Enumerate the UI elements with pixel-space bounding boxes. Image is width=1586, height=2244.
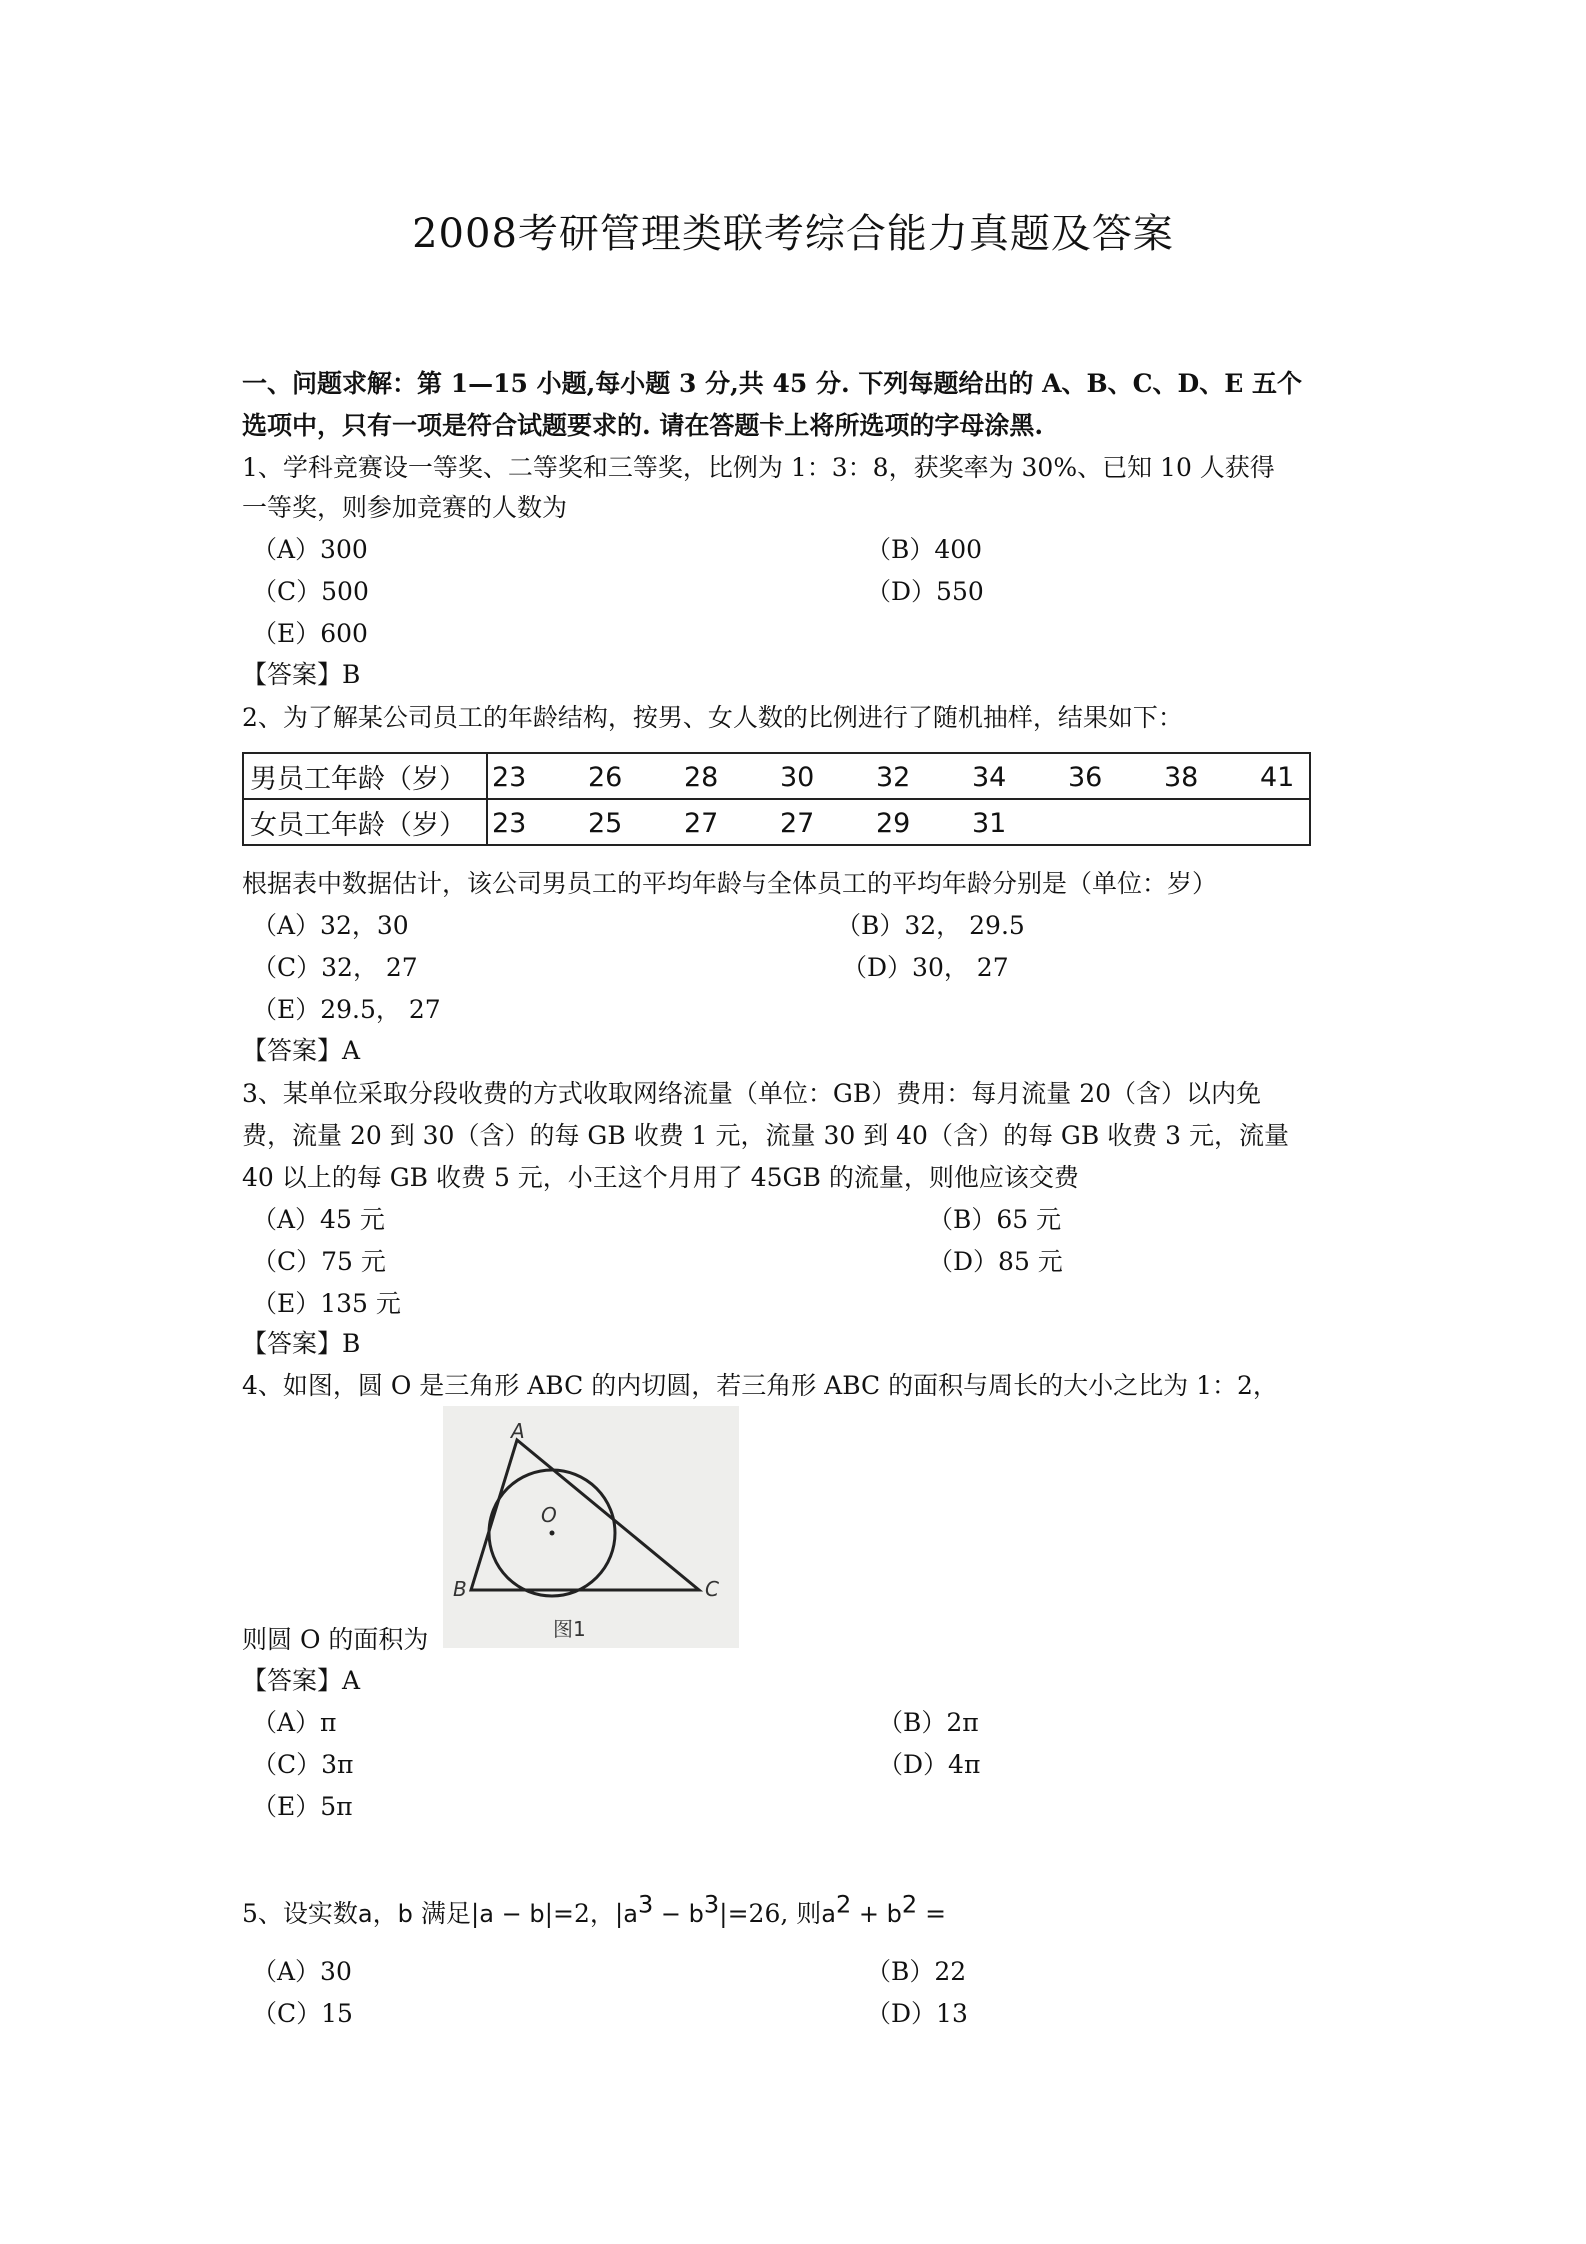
q2-option-b: （B）32， 29.5 — [836, 911, 1025, 940]
section-instructions-line1: 一、问题求解：第 1—15 小题,每小题 3 分,共 45 分. 下列每题给出的 A、B、C、D、E 五个 — [242, 369, 1302, 398]
q3-option-e: （E）135 元 — [252, 1289, 401, 1318]
male-age: 36 — [1068, 762, 1103, 793]
q5-condition-2-suffix: |=26, 则 — [719, 1899, 822, 1928]
q2-option-e: （E）29.5， 27 — [252, 995, 441, 1024]
q4-answer: 【答案】A — [242, 1666, 361, 1695]
male-age: 32 — [876, 762, 911, 793]
q5-comma: ， — [372, 1899, 398, 1928]
q3-text-line1: 3、某单位采取分段收费的方式收取网络流量（单位：GB）费用：每月流量 20（含）以内免 — [242, 1079, 1262, 1108]
male-age: 28 — [684, 762, 719, 793]
expr-b-cubed-base: b — [688, 1900, 704, 1928]
q4-text-line1: 4、如图，圆 O 是三角形 ABC 的内切圆，若三角形 ABC 的面积与周长的大小之比为 1：2， — [242, 1371, 1278, 1400]
male-values — [487, 753, 1310, 799]
male-age: 34 — [972, 762, 1007, 793]
triangle-diagram — [443, 1406, 739, 1648]
male-age: 41 — [1260, 762, 1295, 793]
q1-text-line2: 一等奖，则参加竞赛的人数为 — [242, 493, 568, 522]
q3-option-a: （A）45 元 — [252, 1205, 385, 1234]
figure-caption: 图1 — [553, 1617, 586, 1641]
female-age: 29 — [876, 808, 911, 839]
expr-b-squared-base: b — [886, 1900, 902, 1928]
var-a: a — [357, 1900, 373, 1928]
age-table — [242, 752, 1311, 846]
q2-answer: 【答案】A — [242, 1036, 361, 1065]
exponent-2: 2 — [835, 1890, 852, 1919]
q1-option-d: （D）550 — [866, 577, 984, 606]
male-label: 男员工年龄（岁） — [243, 753, 487, 799]
exponent-3: 3 — [638, 1890, 654, 1919]
incircle-triangle-figure — [443, 1406, 739, 1648]
q1-option-e: （E）600 — [252, 619, 368, 648]
q2-option-d: （D）30， 27 — [842, 953, 1009, 982]
section-instructions-line2: 选项中，只有一项是符合试题要求的. 请在答题卡上将所选项的字母涂黑. — [242, 411, 1044, 440]
q4-option-b: （B）2π — [878, 1708, 979, 1737]
q2-option-c: （C）32， 27 — [252, 953, 418, 982]
q1-option-b: （B）400 — [866, 535, 983, 564]
q3-answer: 【答案】B — [242, 1329, 361, 1358]
q3-text-line3: 40 以上的每 GB 收费 5 元，小王这个月用了 45GB 的流量，则他应该交费 — [242, 1163, 1079, 1192]
triangle-abc — [471, 1440, 699, 1590]
q5-text — [242, 1890, 947, 1932]
center-point — [550, 1531, 555, 1536]
q5-condition-1-suffix: |=2，| — [544, 1899, 624, 1928]
female-label: 女员工年龄（岁） — [243, 799, 487, 845]
q3-option-d: （D）85 元 — [928, 1247, 1063, 1276]
vertex-label-a: A — [511, 1419, 525, 1443]
expr-a-squared-base: a — [821, 1900, 836, 1928]
female-age: 27 — [684, 808, 719, 839]
q3-option-b: （B）65 元 — [928, 1205, 1062, 1234]
male-age: 38 — [1164, 762, 1199, 793]
female-age: 31 — [972, 808, 1007, 839]
q5-option-b: （B）22 — [866, 1957, 967, 1986]
q4-option-d: （D）4π — [878, 1750, 981, 1779]
equals-sign: = — [917, 1899, 947, 1928]
female-age: 27 — [780, 808, 815, 839]
female-age: 25 — [588, 808, 623, 839]
q4-text-line2: 则圆 O 的面积为 — [242, 1625, 429, 1654]
q4-option-c: （C）3π — [252, 1750, 354, 1779]
q5-option-d: （D）13 — [866, 1999, 968, 2028]
q2-text-line2: 根据表中数据估计，该公司男员工的平均年龄与全体员工的平均年龄分别是（单位：岁） — [242, 869, 1218, 898]
q1-text-line1: 1、学科竞赛设一等奖、二等奖和三等奖，比例为 1：3：8，获奖率为 30%、已知 10 人获得 — [242, 453, 1275, 482]
minus-sign: − — [653, 1900, 689, 1928]
page-title: 2008考研管理类联考综合能力真题及答案 — [412, 211, 1174, 257]
q5-option-a: （A）30 — [252, 1957, 352, 1986]
table-row-female — [243, 799, 1310, 845]
female-values — [487, 799, 1310, 845]
q5-option-c: （C）15 — [252, 1999, 353, 2028]
q5-condition-1-prefix: 满足| — [420, 1899, 480, 1928]
q3-text-line2: 费，流量 20 到 30（含）的每 GB 收费 1 元，流量 30 到 40（含）的每 GB 收费 3 元，流量 — [242, 1121, 1289, 1150]
exponent-2: 2 — [901, 1890, 918, 1919]
female-age: 23 — [492, 808, 527, 839]
q4-option-e: （E）5π — [252, 1792, 353, 1821]
q1-option-a: （A）300 — [252, 535, 368, 564]
male-age: 26 — [588, 762, 623, 793]
expr-a-minus-b: a − b — [479, 1900, 545, 1928]
male-age: 30 — [780, 762, 815, 793]
expr-a-cubed-base: a — [623, 1900, 638, 1928]
table-row-male — [243, 753, 1310, 799]
q4-option-a: （A）π — [252, 1708, 337, 1737]
q1-answer: 【答案】B — [242, 660, 361, 689]
vertex-label-c: C — [705, 1577, 719, 1601]
vertex-label-b: B — [453, 1577, 467, 1601]
q2-text-line1: 2、为了解某公司员工的年龄结构，按男、女人数的比例进行了随机抽样，结果如下： — [242, 703, 1183, 732]
q1-option-c: （C）500 — [252, 577, 369, 606]
q5-prefix: 5、设实数 — [242, 1899, 358, 1928]
plus-sign: + — [851, 1900, 887, 1928]
q2-option-a: （A）32，30 — [252, 911, 409, 940]
exponent-3: 3 — [703, 1890, 720, 1919]
center-label-o: O — [541, 1503, 557, 1527]
q3-option-c: （C）75 元 — [252, 1247, 386, 1276]
male-age: 23 — [492, 762, 527, 793]
var-b: b — [397, 1900, 413, 1928]
